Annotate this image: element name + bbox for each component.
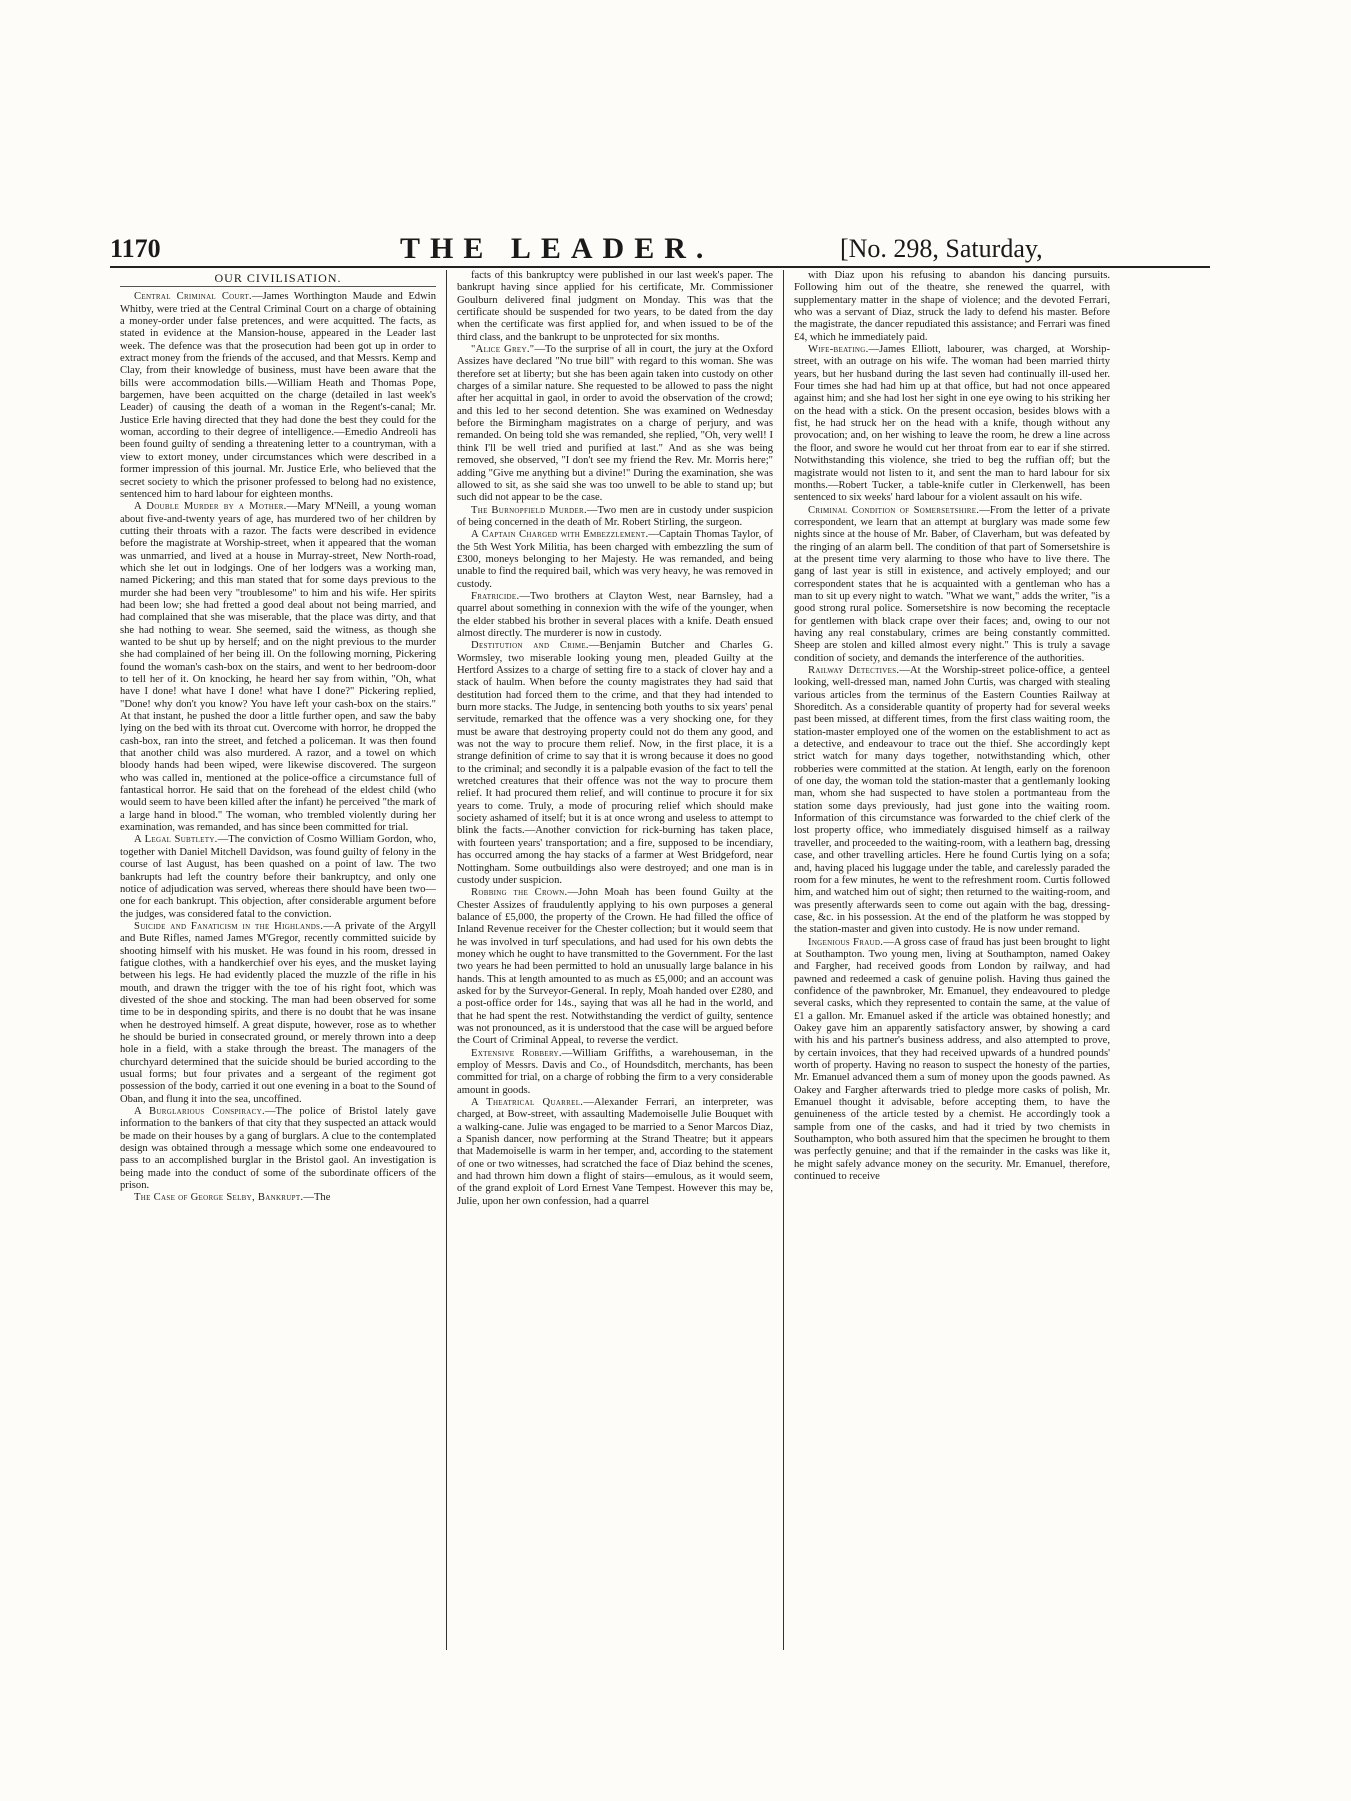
article-columns [110, 270, 1210, 1650]
article-text: —James Worthington Maude and Edwin Whitby, were tried at the Central Criminal Court on a charge of obtaining a money-order under false pretences, and were acquitted. The facts, as stated in evidence at the Mansion-house, appeared in the Leader last week. The defence was that the prosecution had been got up in order to extract money from the friends of the accused, and that Messrs. Kemp and Clay, from their knowledge of business, must have been aware that the bills were accommodation bills.—William Heath and Thomas Pope, bargemen, have been acquitted on the charge (detailed in last week's Leader) of causing the death of a woman in the Regent's-canal; Mr. Justice Erle having directed that they had done the best they could for the woman, according to their degree of intelligence.—Emedio Andreoli has been found guilty of sending a threatening letter to a countryman, with a view to extort money, under circumstances which were described in a former impression of this journal. Mr. Justice Erle, who believed that the secret society to which the prisoner professed to belong had no existence, sentenced him to hard labour for eighteen months. [120, 291, 436, 500]
issue-label: [No. 298, Saturday, [840, 234, 1043, 263]
article-lead: A Theatrical Quarrel. [471, 1097, 584, 1109]
newspaper-title: THE LEADER. [400, 232, 714, 265]
article-paragraph [457, 640, 773, 887]
masthead [110, 232, 1210, 268]
article-text: —A gross case of fraud has just been brought to light at Southampton. Two young men, living at Southampton, named Oakey and Fargher, had received goods from London by railway, and had pawned and redeemed a cask of genuine polish. Having thus gained the confidence of the pawnbroker, Mr. Emanuel, they endeavoured to pledge several casks, which they represented to contain the same, at the value of £1 a gallon. Mr. Emanuel asked if the article was obtained honestly; and Oakey gave him an apparently satisfactory answer, by showing a card with his and his partner's business address, and also attempted to prove, by certain invoices, that they had received upwards of a hundred pounds' worth of property. Having no reason to suspect the honesty of the parties, Mr. Emanuel advanced them a sum of money upon the goods pawned. As Oakey and Fargher afterwards tried to pledge more casks of polish, Mr. Emanuel thought it advisable, before accepting them, to have the genuineness of the article tested by a chemist. He accordingly took a sample from one of the casks, and had it tried by two chemists in Southampton, who both assured him that the specimen he brought to them was perfectly genuine; and that if the remainder in the casks was like it, he might safely advance money on the security. Mr. Emanuel, therefore, continued to receive [794, 936, 1110, 1183]
article-lead: Railway Detectives. [808, 665, 900, 676]
page-number: 1170 [110, 234, 161, 263]
article-paragraph [457, 887, 773, 1047]
article-text: —At the Worship-street police-office, a genteel looking, well-dressed man, named John Curtis, was charged with stealing various articles from the terminus of the Eastern Counties Railway at Shoreditch. As a considerable quantity of property had for several weeks past been missed, at different times, from the first class waiting room, the station-master employed one of the women on the establishment to act as a detective, and endeavour to trace out the thief. She accordingly kept strict watch for many days together, notwithstanding which, other robberies were committed at the station. At length, early on the forenoon of one day, the woman told the station-master that a gentlemanly looking man, whom she had suspected to have stolen a portmanteau from the station some days previously, had just gone into the waiting room. Information of this circumstance was forwarded to the chief clerk of the lost property office, who immediately disguised himself as a railway traveller, and proceeded to the waiting-room, with a leathern bag, dressing case, and other travelling articles. Here he found Curtis lying on a sofa; and, having placed his luggage under the table, and carelessly paraded the room for a few minutes, he went to the refreshment room. Curtis followed him, and watched him out of sight; then returned to the waiting-room, and was presently afterwards seen to come out again with the bag, dressing-case, &c. in his possession. At the end of the platform he was stopped by the station-master and given into custody. He is now under remand. [794, 665, 1110, 936]
article-text: —William Griffiths, a warehouseman, in the employ of Messrs. Davis and Co., of Houndsditch, merchants, has been committed for trial, on a charge of robbing the firm to a very considerable amount in goods. [457, 1047, 773, 1096]
article-text: with Diaz upon his refusing to abandon his dancing pursuits. Following him out of the theatre, she renewed the quarrel, with supplementary matter in the shape of violence; and the devoted Ferrari, who was a servant of Diaz, struck the lady to defend his master. Before the magistrate, the dancer repudiated this assistance; and Ferrari was fined £4, which he immediately paid. [794, 270, 1110, 343]
article-paragraph [120, 291, 436, 501]
article-paragraph [794, 270, 1110, 344]
article-lead: Wife-beating. [808, 344, 869, 356]
column-2 [446, 270, 783, 1650]
article-text: —The police of Bristol lately gave information to the bankers of that city that they suspected an attack would be made on their houses by a gang of burglars. A clue to the contemplated design was obtained through a message which some one endeavoured to pass to an accomplished burglar in the Bristol gaol. An investigation is being made into the conduct of some of the subordinate officers of the prison. [120, 1106, 437, 1192]
article-text: —The [303, 1192, 331, 1204]
article-lead: A Captain Charged with Embezzlement. [471, 529, 649, 541]
article-lead: Ingenious Fraud. [808, 936, 884, 948]
article-paragraph [457, 270, 773, 344]
article-paragraph [457, 344, 773, 504]
article-paragraph [120, 1106, 436, 1192]
section-heading: OUR CIVILISATION. [120, 272, 436, 287]
article-text: —Two brothers at Clayton West, near Barnsley, had a quarrel about something in connexion with the wife of the younger, when the elder stabbed his brother in several places with a knife. Death ensued almost directly. The murderer is now in custody. [457, 590, 773, 639]
article-text: —James Elliott, labourer, was charged, at Worship-street, with an outrage on his wife. The woman had been married thirty years, but her husband during the last seven had continually ill-used her. Four times she had had him up at that office, but had not once appeared against him; and she had lost her sight in one eye owing to his striking her on the head with a stick. On the present occasion, besides blows with a fist, he had struck her on the head with a knife, though without any provocation; and, on her wishing to leave the room, he drew a line across the floor, and swore he would cut her throat from ear to ear if she stirred. Notwithstanding this violence, she tried to beg the ruffian off; but the magistrate would not listen to it, and sent the man to hard labour for six months.—Robert Tucker, a table-knife cutler in Clerkenwell, has been sentenced to six weeks' hard labour for a violent assault on his wife. [794, 344, 1110, 504]
article-lead: Suicide and Fanaticism in the Highlands. [134, 920, 324, 932]
article-paragraph [120, 501, 436, 834]
article-paragraph [120, 1192, 436, 1204]
article-text: —The conviction of Cosmo William Gordon, who, together with Daniel Mitchell Davidson, was found guilty of felony in the course of last August, has been quashed on a point of law. The two bankrupts had left the country before their bankruptcy, and only one notice of adjudication was served, whereas there should have been two—one for each bankrupt. This objection, after considerable argument before the judges, was considered fatal to the conviction. [120, 834, 436, 920]
article-paragraph [794, 505, 1110, 665]
article-paragraph [457, 1048, 773, 1097]
article-lead: Central Criminal Court. [134, 291, 252, 303]
article-text: —To the surprise of all in court, the jury at the Oxford Assizes have declared "No true bill" with regard to this woman. She was therefore set at liberty; but she has been again taken into custody on other charges of a similar nature. She requested to be allowed to pass the night after her acquittal in gaol, in order to avoid the observation of the crowd; and this led to her second detention. She was examined on Wednesday before the Birmingham magistrates on a charge of perjury, and was remanded. On being told she was remanded, she replied, "Oh, very well! I think I'll be well tried and purified at last." And as she was being removed, she observed, "I don't see my friend the Rev. Mr. Morris here;" adding "Give me anything but a divine!" During the examination, she was allowed to sit, as she said she was too unwell to be able to stand up; but such did not appear to be the case. [457, 344, 773, 504]
article-lead: The Case of George Selby, Bankrupt. [134, 1192, 304, 1204]
article-text: —Captain Thomas Taylor, of the 5th West York Militia, has been charged with embezzling the sum of £300, moneys belonging to her Majesty. He was remanded, and being unable to find the required bail, which was very heavy, he was removed in custody. [457, 529, 773, 590]
newspaper-page [110, 0, 1260, 1801]
column-3 [783, 270, 1120, 1650]
article-paragraph [120, 921, 436, 1106]
article-paragraph [794, 344, 1110, 504]
article-paragraph [457, 529, 773, 591]
article-text: —Alexander Ferrari, an interpreter, was charged, at Bow-street, with assaulting Mademoiselle Julie Bouquet with a walking-cane. Julie was engaged to be married to a Senor Marcos Diaz, a Spanish dancer, now performing at the Strand Theatre; but it appears that Mademoiselle is warm in her temper, and, according to the statement of one or two witnesses, had scratched the face of Diaz behind the scenes, and had thrown him down a flight of stairs—emulous, as it would seem, of the grand exploit of Lord Ernest Vane Tempest. However this may be, Julie, upon her own confession, had a quarrel [457, 1097, 773, 1207]
article-lead: A Burglarious Conspiracy. [134, 1106, 265, 1118]
article-text: —John Moah has been found Guilty at the Chester Assizes of fraudulently applying to his own purposes a general balance of £5,000, the property of the Crown. He had filled the office of Inland Revenue receiver for the Chester collection; but it would seem that he was involved in turf speculations, and had used for his own debts the money which he ought to have transmitted to the Government. For the last two years he had been permitted to hold an unusually large balance in his hands. This at length amounted to as much as £5,000; and an account was asked for by the Surveyor-General. In reply, Moah handed over £280, and a post-office order for 14s., saying that was all he had in the world, and that he had spent the rest. Notwithstanding the verdict of guilty, sentence was not pronounced, as it is understood that the case will be argued before the Court of Criminal Appeal, to reverse the verdict. [457, 887, 774, 1047]
article-lead: "Alice Grey." [471, 344, 535, 356]
article-lead: Fratricide. [471, 590, 520, 602]
article-text: —Two men are in custody under suspicion of being concerned in the death of Mr. Robert Stirling, the surgeon. [457, 504, 774, 528]
article-lead: A Legal Subtlety. [134, 834, 218, 846]
article-paragraph [120, 834, 436, 920]
article-text: —A private of the Argyll and Bute Rifles, named James M'Gregor, recently committed suicide by shooting himself with his musket. He was found in his room, dressed in fatigue clothes, with a handkerchief over his eyes, and the musket laying between his legs. He had evidently placed the muzzle of the rifle in his mouth, and drawn the trigger with the toe of his right foot, which was divested of the shoe and stocking. The man had been observed for some time to be in desponding spirits, and there is no doubt that he was insane when he destroyed himself. A great dispute, however, rose as to whether he should be buried in consecrated ground, or merely thrown into a deep hole in a field, with a stake through the breast. The managers of the churchyard determined that the suicide should be buried according to the usual forms; but four privates and a sergeant of the regiment got possession of the body, carried it out one evening in a boat to the Sound of Oban, and flung it into the sea, uncoffined. [120, 920, 436, 1105]
article-text: facts of this bankruptcy were published in our last week's paper. The bankrupt having since applied for his certificate, Mr. Commissioner Goulburn delivered final judgment on Monday. This was that the certificate should be suspended for two years, to be dated from the day when the certificate was first applied for, and when issued to be of the third class, and the bankrupt to be unprotected for six months. [457, 270, 773, 343]
article-lead: Criminal Condition of Somersetshire. [808, 504, 980, 516]
article-paragraph [457, 1097, 773, 1208]
article-text: —Mary M'Neill, a young woman about five-and-twenty years of age, has murdered two of her children by cutting their throats with a razor. The facts were described in evidence before the magistrate at Worship-street, when it appeared that the woman was unmarried, and lived at a house in Murray-street, New North-road, which she let out in lodgings. One of her lodgers was a working man, named Pickering; and this man stated that for some days previous to the murder she had been very "troublesome" to him and his wife. Her spirits had been low; she had fretted a good deal about not being married, and had complained that she was miserable, that the place was dirty, and that she had nothing to wear. She seemed, said the witness, as though she wanted to be shut up by herself; and on the night previous to the murder she had complained of her being ill. On the following morning, Pickering found the woman's cash-box on the stairs, and went to her bedroom-door to tell her of it. On knocking, he heard her say from within, "Oh, what have I done! what have I done! what have I done?" Pickering replied, "Done! why don't you know? You have left your cash-box on the stairs." At that instant, he pushed the door a little further open, and saw the baby lying on the bed with its throat cut. Overcome with horror, he dropped the cash-box, ran into the street, and fetched a policeman. It was then found that another child was also murdered. A razor, and a towel on which bloody hands had been wiped, were likewise discovered. The surgeon who was called in, mentioned at the police-office a circumstance full of fantastical horror. He said that on the forehead of the eldest child (who would seem to have been killed after the infant) he perceived "the mark of a large hand in blood." The woman, who trembled violently during her examination, was remanded, and has since been committed for trial. [120, 501, 437, 834]
article-text: —From the letter of a private correspondent, we learn that an attempt at burglary was made some few nights since at the house of Mr. Baber, of Claverham, but was defeated by the ringing of an alarm bell. The condition of that part of Somersetshire is at the present time very alarming to those who have to live there. The gang of last year is still in existence, and actively employed; and our correspondent states that he is acquainted with a gentleman who has a man to sit up every night to watch. "What we want," adds the writer, "is a good strong rural police. Somersetshire is now becoming the receptacle for gentlemen with black crape over their faces; and, owing to our not having any real constabulary, crimes are being constantly committed. Sheep are stolen and killed almost every night." This is truly a savage condition of society, and demands the interference of the authorities. [794, 504, 1110, 664]
article-lead: Robbing the Crown. [471, 887, 568, 899]
article-paragraph [457, 505, 773, 530]
article-lead: A Double Murder by a Mother. [134, 501, 287, 513]
article-paragraph [794, 937, 1110, 1184]
article-paragraph [457, 591, 773, 640]
article-paragraph [794, 665, 1110, 937]
article-lead: Destitution and Crime. [471, 640, 589, 652]
article-text: —Benjamin Butcher and Charles G. Wormsley, two miserable looking young men, pleaded Guilty at the Hertford Assizes to a charge of setting fire to a stack of clover hay and a stack of haulm. When before the county magistrates they had said that destitution had forced them to the crime, and that they had intended to burn more stacks. The Judge, in sentencing both youths to six years' penal servitude, remarked that the offence was a very shocking one, for they must be aware that destroying property could not do them any good, and was not the way to procure them relief. Now, in the first place, it is a strange definition of crime to say that it is wrong because it does no good to the criminal; and secondly it is a palpable evasion of the fact to tell the wretched creatures that their offence was not the way to procure them relief. It had procured them relief, and will continue to procure it for six years to come. Truly, a mode of procuring relief which should make society ashamed of itself; but it is at once wrong and useless to attempt to blink the facts.—Another conviction for rick-burning has taken place, with fourteen years' transportation; and a fire, supposed to be incendiary, has occurred among the hay stacks of a farmer at West Bridgeford, near Nottingham. Some outbuildings also were destroyed; and one man is in custody under suspicion. [457, 640, 773, 886]
article-lead: The Burnopfield Murder. [471, 504, 587, 516]
article-lead: Extensive Robbery. [471, 1047, 562, 1059]
column-1 [110, 270, 446, 1650]
